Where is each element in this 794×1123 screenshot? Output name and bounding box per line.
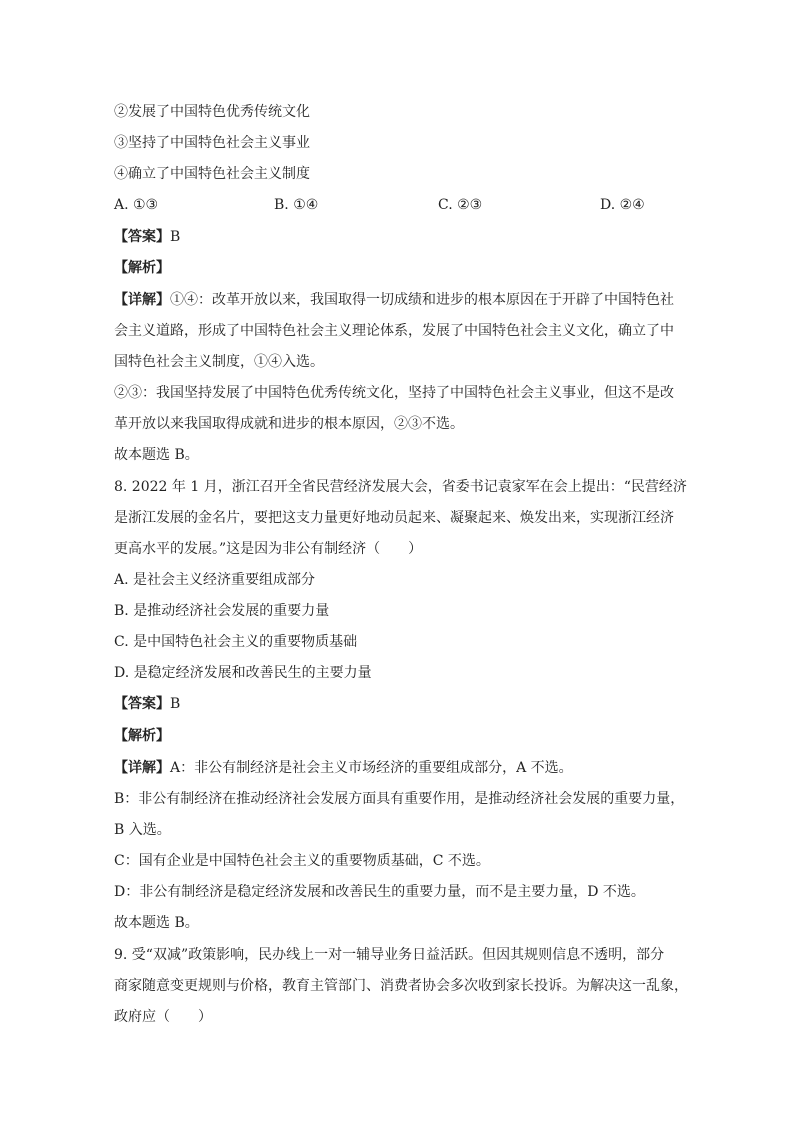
- q8-detail-line-5: D：非公有制经济是稳定经济发展和改善民生的重要力量，而不是主要力量，D 不选。: [114, 884, 645, 900]
- q7-conclusion: 故本题选 B。: [114, 447, 199, 463]
- q7-item-2: ②发展了中国特色优秀传统文化: [114, 104, 310, 120]
- q8-option-b: B. 是推动经济社会发展的重要力量: [114, 603, 330, 619]
- answer-label: 【答案】: [114, 229, 170, 245]
- q8-stem-line-2: 是浙江发展的金名片，要把这支力量更好地动员起来、凝聚起来、焕发出来，实现浙江经济: [114, 510, 674, 526]
- q8-detail-line-3: B 入选。: [114, 822, 171, 838]
- q9-stem-line-1: 9. 受“双减”政策影响，民办线上一对一辅导业务日益活跃。但因其规则信息不透明，部分: [114, 947, 665, 963]
- q7-detail-line-4: ②③：我国坚持发展了中国特色优秀传统文化，坚持了中国特色社会主义事业，但这不是改: [114, 385, 674, 401]
- detail-label: 【详解】: [114, 292, 170, 308]
- q7-option-c: C. ②③: [438, 197, 483, 213]
- q8-option-d: D. 是稳定经济发展和改善民生的主要力量: [114, 665, 372, 681]
- q8-option-c: C. 是中国特色社会主义的重要物质基础: [114, 634, 358, 650]
- q8-option-a: A. 是社会主义经济重要组成部分: [114, 572, 316, 588]
- q9-stem-line-3: 政府应（ ）: [114, 1009, 212, 1025]
- q7-item-4: ④确立了中国特色社会主义制度: [114, 166, 310, 182]
- answer-label: 【答案】: [114, 696, 170, 712]
- q7-detail-line-1: 【详解】①④：改革开放以来，我国取得一切成绩和进步的根本原因在于开辟了中国特色社: [114, 292, 674, 308]
- q7-option-d: D. ②④: [600, 197, 645, 213]
- q7-detail-line-3: 国特色社会主义制度，①④入选。: [114, 354, 324, 370]
- q8-answer: [114, 694, 180, 714]
- q7-option-b: B. ①④: [274, 197, 319, 213]
- q7-detail-line-2: 会主义道路，形成了中国特色社会主义理论体系，发展了中国特色社会主义文化，确立了中: [114, 323, 674, 339]
- q7-item-3: ③坚持了中国特色社会主义事业: [114, 135, 310, 151]
- q7-answer: [114, 227, 180, 247]
- q8-stem-line-1: 8. 2022 年 1 月，浙江召开全省民营经济发展大会，省委书记袁家军在会上提出：“民营经济: [114, 479, 687, 495]
- q7-analysis-label: 【解析】: [114, 260, 170, 276]
- q8-conclusion: 故本题选 B。: [114, 915, 199, 931]
- answer-value: B: [170, 229, 181, 245]
- q8-detail-line-1: 【详解】A：非公有制经济是社会主义市场经济的重要组成部分，A 不选。: [114, 760, 573, 776]
- q8-stem-line-3: 更高水平的发展。”这是因为非公有制经济（ ）: [114, 541, 423, 557]
- q8-analysis-label: 【解析】: [114, 728, 170, 744]
- q7-option-a: A. ①③: [114, 197, 159, 213]
- q9-stem-line-2: 商家随意变更规则与价格，教育主管部门、消费者协会多次收到家长投诉。为解决这一乱象，: [114, 978, 688, 994]
- answer-value: B: [170, 696, 181, 712]
- detail-label: 【详解】: [114, 760, 170, 776]
- q8-detail-line-4: C：国有企业是中国特色社会主义的重要物质基础，C 不选。: [114, 853, 490, 869]
- q7-detail-line-5: 革开放以来我国取得成就和进步的根本原因，②③不选。: [114, 416, 464, 432]
- q8-detail-line-2: B：非公有制经济在推动经济社会发展方面具有重要作用，是推动经济社会发展的重要力量，: [114, 791, 685, 807]
